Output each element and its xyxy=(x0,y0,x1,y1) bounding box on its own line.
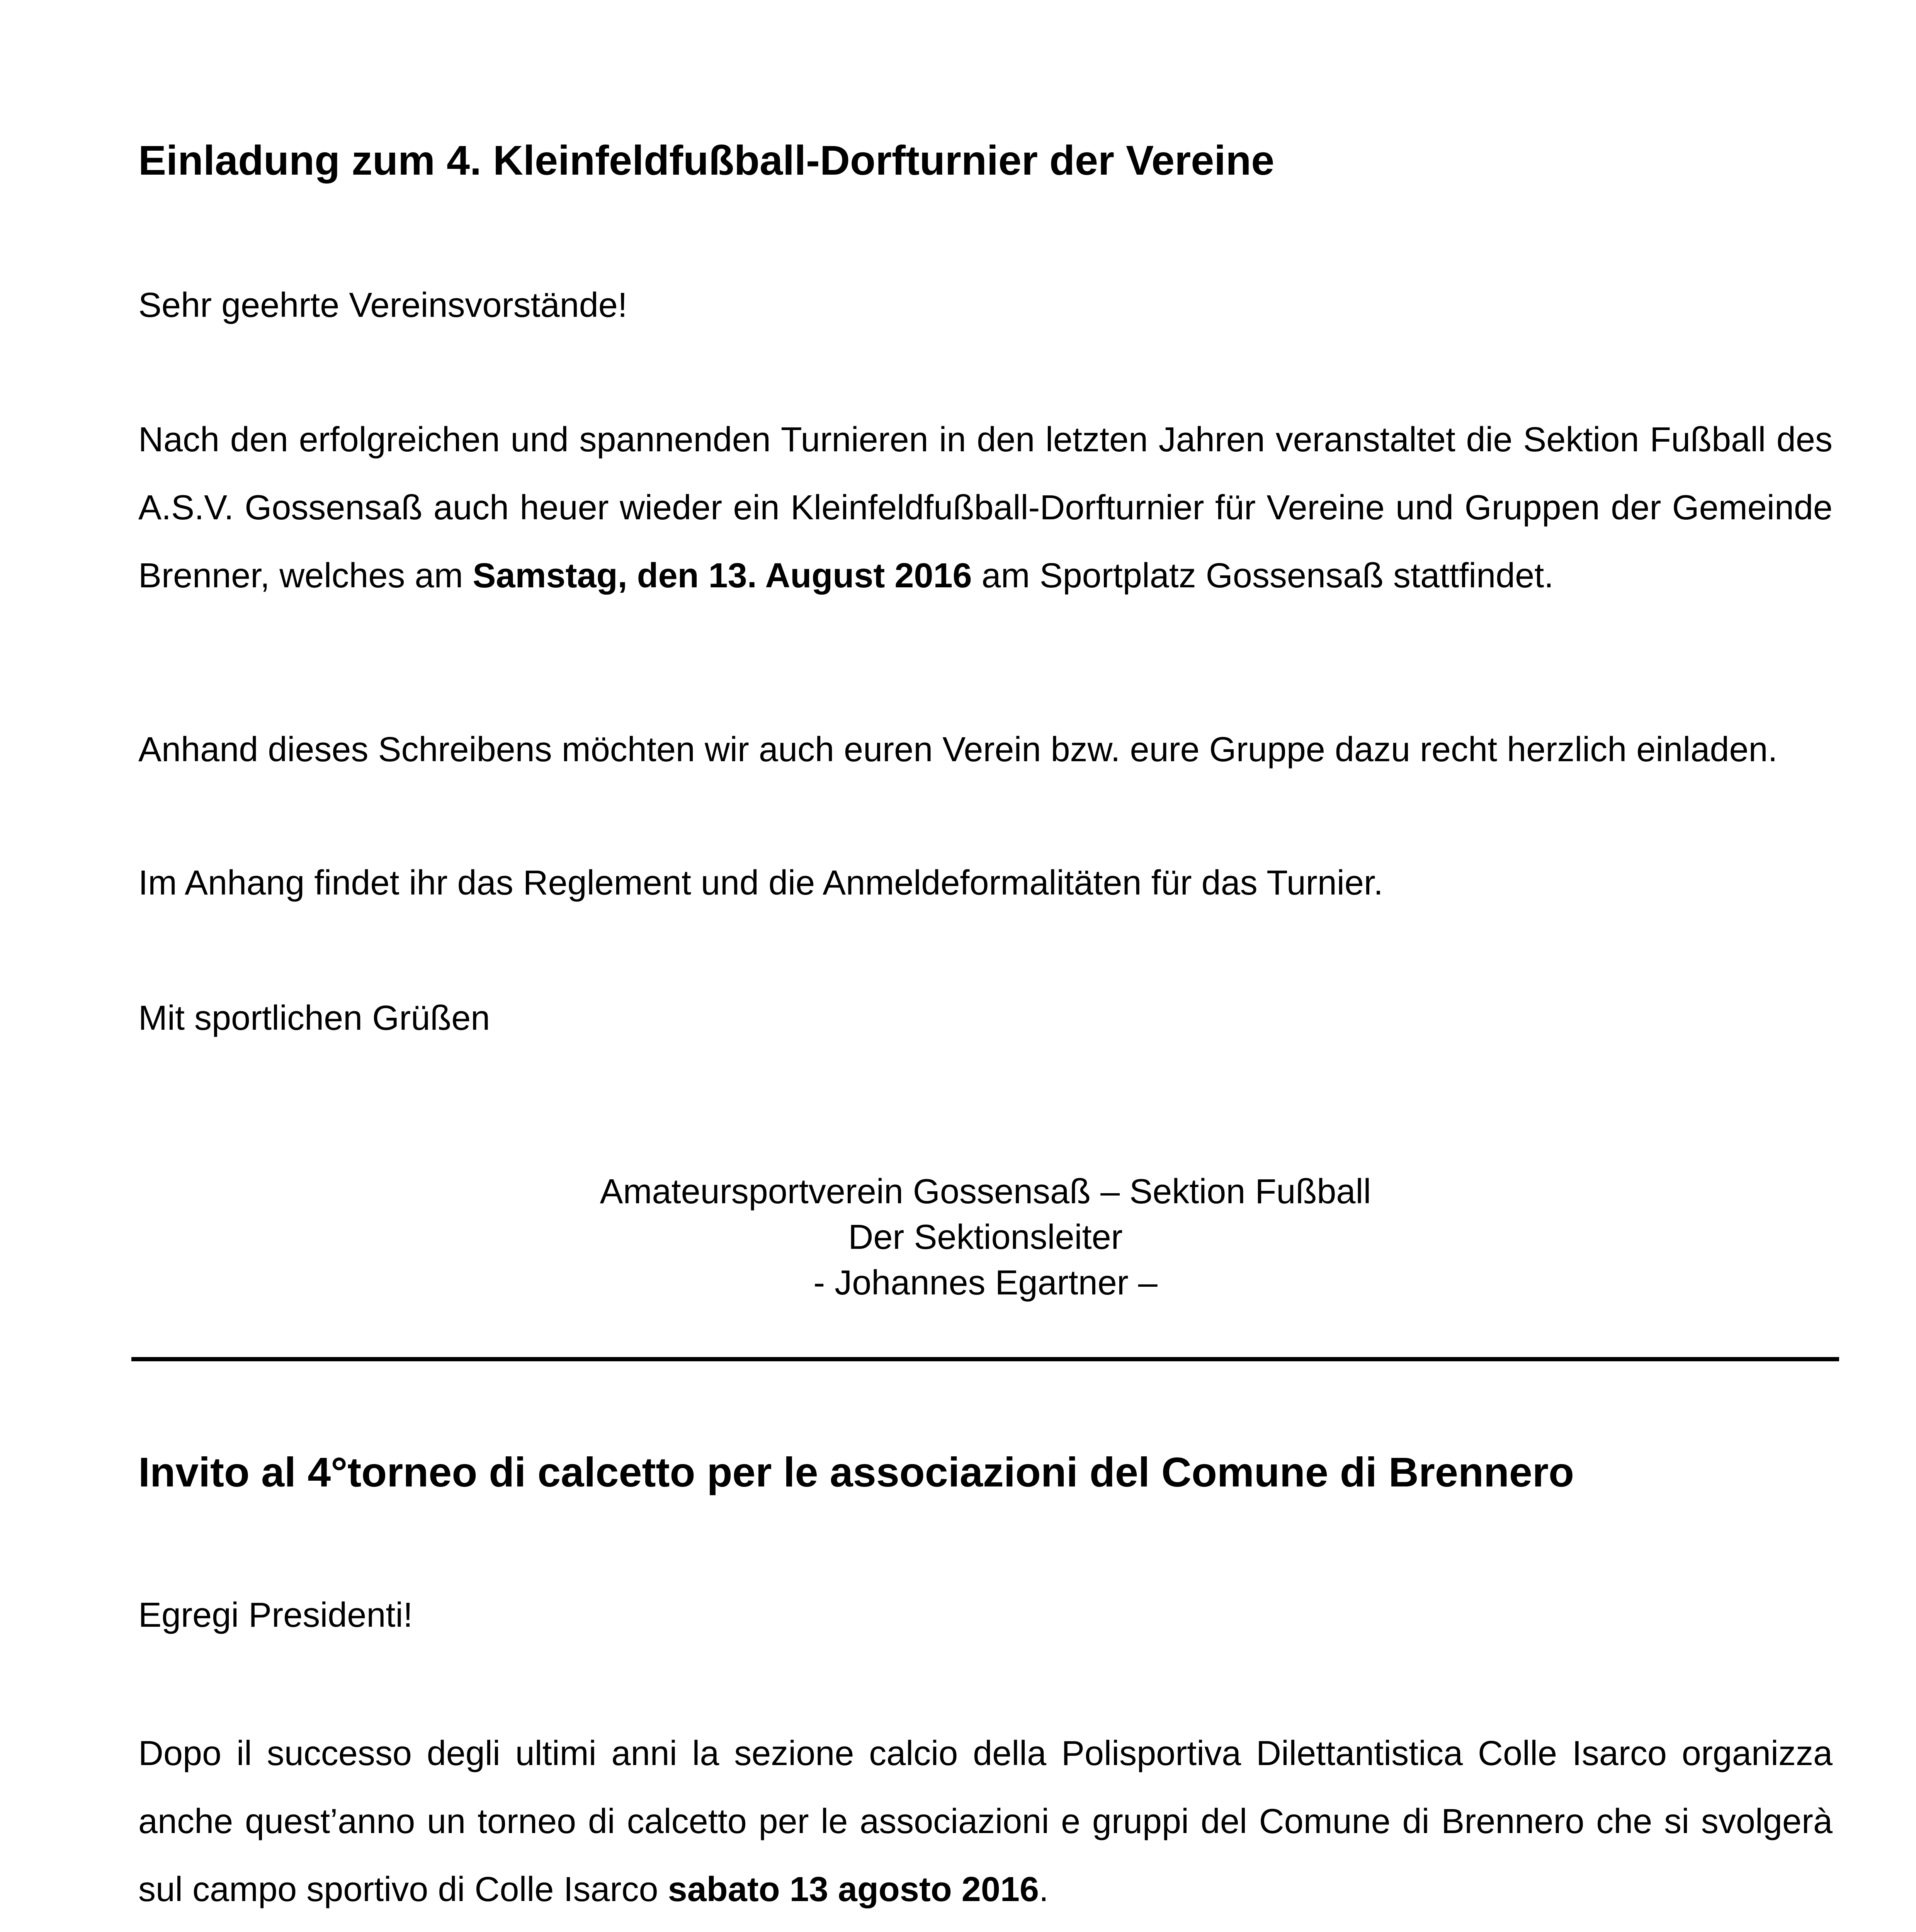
german-body-paragraph xyxy=(138,406,1833,610)
german-attachment-paragraph: Im Anhang findet ihr das Reglement und die Anmeldeformalitäten für das Turnier. xyxy=(138,864,1383,902)
italian-body-text: Dopo il successo degli ultimi anni la sezione calcio della Polisportiva Dilettantistica Colle Isarco organizza anche quest’anno un torneo di calcetto per le associazioni e gruppi del Comune di Brennero che si svolgerà sul campo sportivo di Colle Isarco xyxy=(138,1734,1833,1909)
italian-body-text-end: . xyxy=(1039,1870,1049,1909)
german-body-text-end: am Sportplatz Gossensaß stattfindet. xyxy=(972,556,1554,595)
section-divider xyxy=(131,1357,1839,1361)
german-signature-role: Der Sektionsleiter xyxy=(848,1218,1123,1257)
german-body-text: Nach den erfolgreichen und spannenden Turnieren in den letzten Jahren veranstaltet die Sektion Fußball des A.S.V. Gossensaß auch heuer wieder ein Kleinfeldfußball-Dorfturnier für Vereine und Gruppen der Gemeinde Brenner, welches am xyxy=(138,420,1833,595)
italian-body-paragraph xyxy=(138,1719,1833,1923)
german-signature-organization: Amateursportverein Gossensaß – Sektion Fußball xyxy=(600,1172,1371,1211)
german-closing: Mit sportlichen Grüßen xyxy=(138,999,490,1037)
italian-event-date: sabato 13 agosto 2016 xyxy=(668,1870,1039,1909)
italian-salutation: Egregi Presidenti! xyxy=(138,1596,413,1634)
german-signature-name: - Johannes Egartner – xyxy=(813,1264,1158,1302)
german-event-date: Samstag, den 13. August 2016 xyxy=(473,556,972,595)
german-title: Einladung zum 4. Kleinfeldfußball-Dorfturnier der Vereine xyxy=(138,137,1275,184)
german-salutation: Sehr geehrte Vereinsvorstände! xyxy=(138,286,627,325)
german-invite-paragraph: Anhand dieses Schreibens möchten wir auch euren Verein bzw. eure Gruppe dazu recht herzlich einladen. xyxy=(138,730,1778,769)
german-signature xyxy=(138,1169,1833,1306)
italian-title: Invito al 4°torneo di calcetto per le associazioni del Comune di Brennero xyxy=(138,1449,1574,1495)
